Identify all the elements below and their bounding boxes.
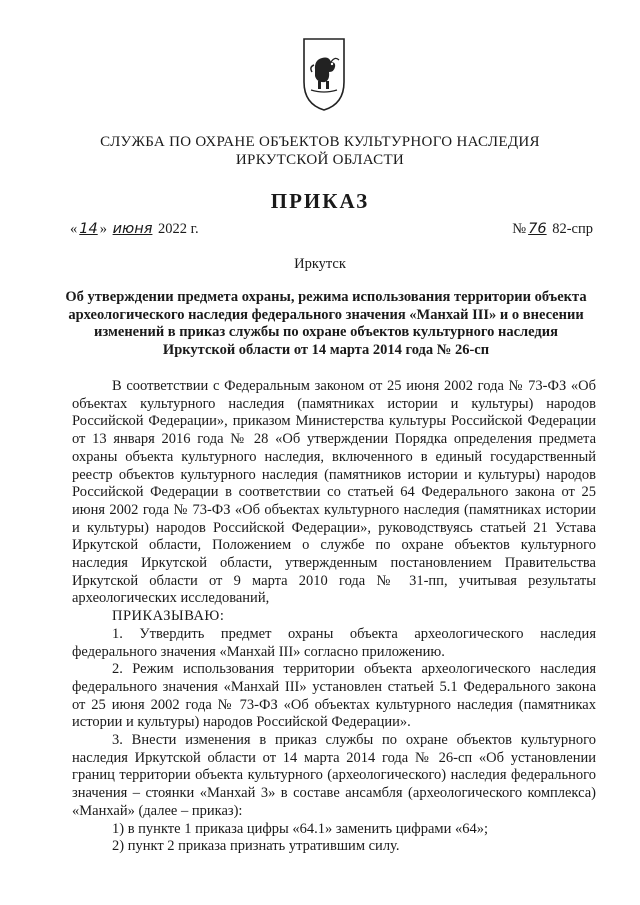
- date-year: 2022 г.: [158, 221, 199, 237]
- number-value: 82-спр: [552, 221, 593, 237]
- city: Иркутск: [294, 256, 346, 272]
- order-item-1: 1. Утвердить предмет охраны объекта археологического наследия федерального значения «Манхай III» согласно приложению.: [72, 625, 596, 660]
- order-item-3-1: 1) в пункте 1 приказа цифры «64.1» заменить цифрами «64»;: [112, 820, 488, 837]
- date-close-quote: »: [99, 221, 107, 237]
- date-day: 14: [79, 221, 98, 237]
- order-item-3: 3. Внести изменения в приказ службы по охране объектов культурного наследия Иркутской области от 14 марта 2014 года № 26-сп «Об установлении границ территории объекта культурного (археологического) наследия федерального значения – стоянки «Манхай 3» в составе ансамбля (археологического комплекса) «Манхай» (далее – приказ):: [72, 732, 596, 819]
- order-word: ПРИКАЗЫВАЮ:: [112, 608, 225, 625]
- organization-name: [80, 133, 560, 169]
- organization-line-2: ИРКУТСКОЙ ОБЛАСТИ: [235, 152, 405, 168]
- order-number: [512, 221, 593, 238]
- number-handwritten: 76: [528, 221, 547, 237]
- order-subject: Об утверждении предмета охраны, режима использования территории объекта археологического наследия федерального значения «Манхай III» и о внесении изменений в приказ службы по охране объектов культурного наследия Иркутской области от 14 марта 2014 года № 26-сп: [65, 289, 587, 358]
- order-body: [72, 378, 596, 856]
- preamble-paragraph: В соответствии с Федеральным законом от 25 июня 2002 года № 73-ФЗ «Об объектах культурного наследия (памятниках истории и культуры) народов Российской Федерации», приказом Министерства культуры Российской Федерации от 13 января 2016 года № 28 «Об утверждении Порядка определения предмета охраны объекта культурного наследия, включенного в единый государственный реестр объектов культурного наследия (памятников истории и культуры) народов Российской Федерации в соответствии со статьей 64 Федерального закона от 25 июня 2002 года № 73-ФЗ «Об объектах культурного наследия (памятниках истории и культуры) народов Российской Федерации», руководствуясь статьей 21 Устава Иркутской области, Положением о службе по охране объектов культурного наследия Иркутской области, утвержденным постановлением Правительства Иркутской области от 9 марта 2010 года № 31-пп, учитывая результаты археологических исследований,: [72, 378, 596, 607]
- order-item-3-2: 2) пункт 2 приказа признать утратившим силу.: [112, 838, 400, 855]
- date-month: июня: [112, 221, 153, 237]
- irkutsk-coat-of-arms-icon: [301, 36, 347, 112]
- number-sign: №: [512, 221, 527, 237]
- order-title: ПРИКАЗ: [270, 189, 370, 213]
- date-open-quote: «: [70, 221, 78, 237]
- organization-line-1: СЛУЖБА ПО ОХРАНЕ ОБЪЕКТОВ КУЛЬТУРНОГО НАСЛЕДИЯ: [100, 134, 540, 150]
- order-date: [70, 221, 199, 238]
- order-item-2: 2. Режим использования территории объекта археологического наследия федерального значения «Манхай III» установлен статьей 5.1 Федерального закона от 25 июня 2002 года № 73-ФЗ «Об объектах культурного наследия (памятниках истории и культуры) народов Российской Федерации».: [72, 661, 596, 731]
